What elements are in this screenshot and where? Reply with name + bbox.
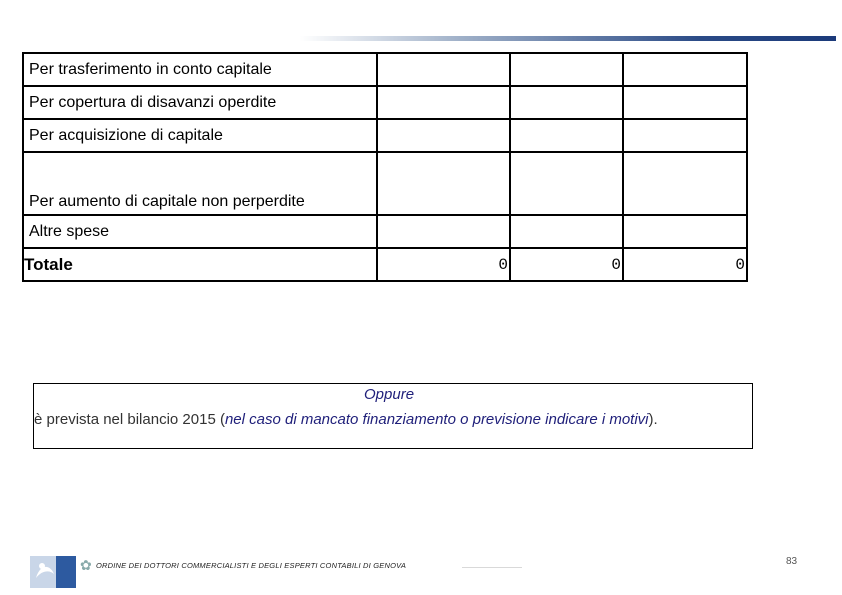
- row-label: Per acquisizione di capitale: [23, 119, 377, 152]
- value-cell[interactable]: [510, 53, 623, 86]
- note-text-end: ).: [648, 411, 658, 428]
- value-cell[interactable]: [510, 152, 623, 215]
- value-cell[interactable]: [377, 86, 510, 119]
- header-gradient-bar: [300, 36, 836, 41]
- row-label: Altre spese: [23, 215, 377, 248]
- footer-divider: [462, 567, 522, 568]
- value-cell[interactable]: [623, 215, 747, 248]
- note-box: [33, 383, 753, 449]
- value-cell[interactable]: [623, 152, 747, 215]
- value-cell[interactable]: [377, 215, 510, 248]
- row-label: Per trasferimento in conto capitale: [23, 53, 377, 86]
- value-cell[interactable]: [377, 152, 510, 215]
- total-value: 0: [377, 248, 510, 281]
- flower-icon: ✿: [80, 557, 92, 573]
- note-text-plain: è prevista nel bilancio 2015 (: [34, 411, 225, 428]
- table-row: [23, 152, 747, 215]
- row-label: Per copertura di disavanzi operdite: [23, 86, 377, 119]
- value-cell[interactable]: [377, 119, 510, 152]
- expenses-table: [22, 52, 748, 282]
- total-label: Totale: [23, 248, 377, 281]
- value-cell[interactable]: [510, 86, 623, 119]
- value-cell[interactable]: [510, 215, 623, 248]
- value-cell[interactable]: [623, 53, 747, 86]
- value-cell[interactable]: [623, 86, 747, 119]
- note-heading: Oppure: [364, 386, 415, 403]
- table-row: [23, 86, 747, 119]
- value-cell[interactable]: [377, 53, 510, 86]
- value-cell[interactable]: [623, 119, 747, 152]
- row-label: Per aumento di capitale non perperdite: [23, 152, 377, 215]
- table-row: [23, 215, 747, 248]
- total-value: 0: [510, 248, 623, 281]
- logo-icon: [30, 556, 76, 588]
- value-cell[interactable]: [510, 119, 623, 152]
- table-row: [23, 119, 747, 152]
- note-text-italic: nel caso di mancato finanziamento o previsione indicare i motivi: [224, 411, 649, 428]
- note-text: [34, 410, 734, 430]
- page-number: 83: [786, 556, 798, 567]
- table-row: [23, 53, 747, 86]
- total-row: [23, 248, 747, 281]
- footer-org-name: ORDINE DEI DOTTORI COMMERCIALISTI E DEGLI ESPERTI CONTABILI DI GENOVA: [96, 561, 407, 570]
- total-value: 0: [623, 248, 747, 281]
